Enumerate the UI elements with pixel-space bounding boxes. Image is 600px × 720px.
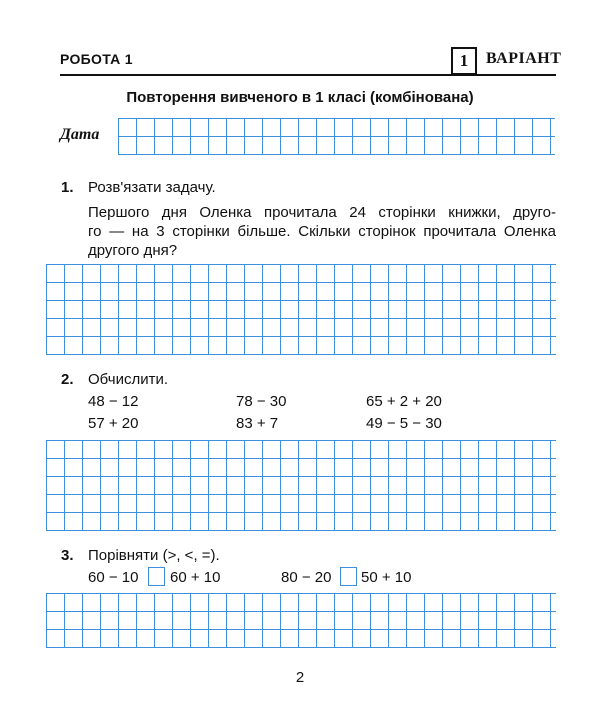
work-label: РОБОТА 1 <box>60 51 133 67</box>
expression: 49 − 5 − 30 <box>366 415 442 432</box>
comparison-left: 60 − 10 <box>88 569 139 586</box>
task-3-number: 3. <box>61 547 74 564</box>
expression: 57 + 20 <box>88 415 139 432</box>
expression: 48 − 12 <box>88 393 139 410</box>
date-label: Дата <box>60 126 100 143</box>
task-1-line-1: Першого дня Оленка прочитала 24 сторінки книжки, друго- <box>88 204 556 221</box>
task-3-title: Порівняти (>, <, =). <box>88 547 220 564</box>
task-2-title: Обчислити. <box>88 371 169 388</box>
expression: 78 − 30 <box>236 393 287 410</box>
expression: 65 + 2 + 20 <box>366 393 442 410</box>
task-2-answer-grid[interactable] <box>46 440 556 531</box>
expression: 83 + 7 <box>236 415 279 432</box>
task-1-number: 1. <box>61 179 74 196</box>
task-1-line-2: го — на 3 сторінки більше. Скільки сторінок прочитала Оленка <box>88 223 556 240</box>
comparison-answer-box[interactable] <box>340 567 357 586</box>
task-1-answer-grid[interactable] <box>46 264 556 355</box>
task-1-title: Розв'язати задачу. <box>88 179 216 196</box>
task-3-answer-grid[interactable] <box>46 593 556 648</box>
comparison-left: 80 − 20 <box>281 569 332 586</box>
page-number: 2 <box>295 669 305 686</box>
comparison-answer-box[interactable] <box>148 567 165 586</box>
comparison-right: 50 + 10 <box>361 569 412 586</box>
task-2-number: 2. <box>61 371 74 388</box>
variant-number: 1 <box>451 47 477 75</box>
date-grid[interactable] <box>118 118 555 155</box>
comparison-right: 60 + 10 <box>170 569 221 586</box>
page-subtitle: Повторення вивченого в 1 класі (комбінована) <box>126 89 474 106</box>
header-divider <box>60 74 556 76</box>
task-1-line-3: другого дня? <box>88 242 178 259</box>
variant-label: ВАРІАНТ <box>486 50 562 67</box>
